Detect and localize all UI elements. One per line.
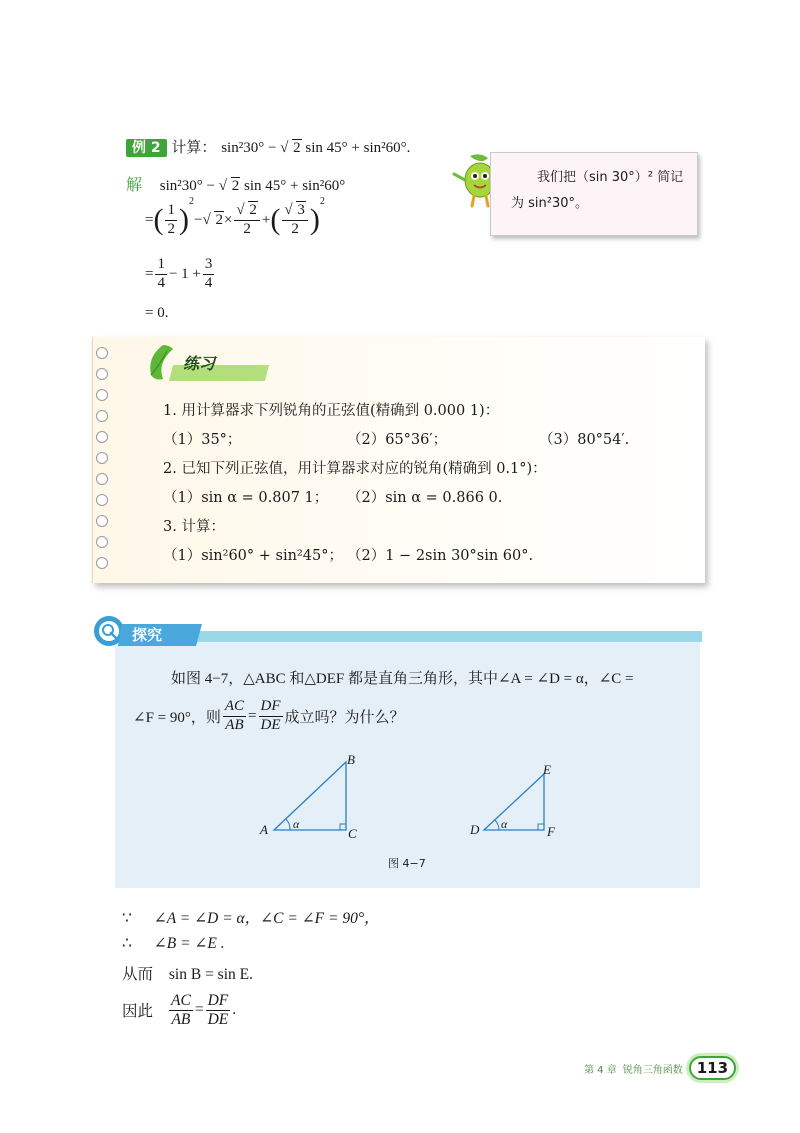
figure-caption: 图 4−7 [388, 857, 426, 870]
fraction: √ 2 2 [234, 202, 260, 238]
binder-ring-icon [96, 389, 108, 401]
solution-line-3: = $\frac{1}{4}$ − 1 + $\frac{3}{4}$ [145, 256, 213, 291]
example-title [126, 136, 410, 157]
label-b: B [347, 752, 355, 767]
example-prompt: 计算： [171, 138, 217, 156]
binder-ring-icon [96, 368, 108, 380]
inquiry-title: 探究 [132, 626, 163, 644]
binder-ring-icon [96, 515, 108, 527]
proof-line-4: 因此 $\frac{AC}{AB}$ = $\frac{DF}{DE}$ . [122, 991, 237, 1028]
label-e: E [543, 762, 551, 777]
practice-header [133, 341, 273, 385]
footer-title: 锐角三角函数 [622, 1064, 683, 1076]
note-box [490, 152, 698, 236]
question-1-parts: （1）35°； （2）65°36′； （3）80°54′. [163, 432, 630, 448]
solution-line-2: = ( $\frac{1}{2}$ ) $^2$ − √ 2 × √ 2 2 + ( √ 3 2 ) $^2$ [145, 196, 325, 237]
practice-title: 练习 [183, 354, 216, 373]
inquiry-header [92, 614, 212, 648]
label-alpha: α [501, 817, 508, 831]
fraction-ac-ab: $\frac{AC}{AB}$ [224, 698, 245, 733]
label-d: D [470, 822, 480, 837]
binder-ring-icon [96, 452, 108, 464]
label-c: C [348, 826, 357, 841]
question-2: 2. 已知下列正弦值，用计算器求对应的锐角(精确到 0.1°)： [163, 461, 547, 477]
question-1: 1. 用计算器求下列锐角的正弦值(精确到 0.000 1)： [163, 403, 500, 419]
binder-ring-icon [96, 410, 108, 422]
question-3-parts: （1）sin²60° + sin²45°； （2）1 − 2sin 30°sin 60°. [163, 548, 534, 564]
solution-label: 解 [126, 175, 143, 194]
sqrt-symbol: √ 2 [218, 178, 240, 194]
question-3: 3. 计算： [163, 519, 225, 535]
label-alpha: α [293, 817, 300, 831]
label-a: A [260, 822, 268, 837]
fraction: √ 3 2 [282, 202, 308, 238]
triangle-def-diagram [466, 762, 576, 844]
fraction-df-de: $\frac{DF}{DE}$ [260, 698, 281, 733]
question-2-parts: （1）sin α = 0.807 1； （2）sin α = 0.866 0. [163, 490, 503, 506]
page-footer [584, 1056, 736, 1080]
fraction: $\frac{1}{2}$ [167, 202, 175, 237]
proof-line-2: ∴ ∠B = ∠E . [122, 935, 225, 952]
binder-ring-icon [96, 473, 108, 485]
binder-ring-icon [96, 347, 108, 359]
solution-line-4: = 0. [145, 305, 169, 321]
binder-ring-icon [96, 494, 108, 506]
practice-questions [163, 397, 630, 571]
binder-ring-icon [96, 557, 108, 569]
binder-ring-icon [96, 431, 108, 443]
note-line-1: 我们把（sin 30°）² 简记 [537, 170, 684, 185]
solution-line-1: 解 sin²30° − √ 2 sin 45° + sin²60° [126, 175, 346, 194]
practice-panel [92, 337, 705, 583]
fraction-df-de: $\frac{DF}{DE}$ [207, 991, 229, 1028]
inquiry-text-2: ∠F = 90°，则 $\frac{AC}{AB}$ = $\frac{DF}{DE}$ 成立吗？为什么？ [133, 698, 405, 733]
binder-ring-icon [96, 536, 108, 548]
note-line-2: 为 sin²30°。 [511, 196, 589, 211]
sqrt-symbol: √ 2 [280, 140, 301, 156]
footer-chapter: 第 4 章 [584, 1064, 617, 1076]
page-number: 113 [689, 1056, 736, 1080]
proof-line-3: 从而 sin B = sin E. [122, 965, 253, 983]
proof-line-1: ∵ ∠A = ∠D = α，∠C = ∠F = 90°， [122, 910, 380, 927]
example-tag: 例 2 [126, 139, 167, 157]
example-expression: sin²30° − √ 2 sin 45° + sin²60°. [221, 140, 411, 156]
inquiry-text-1: 如图 4−7，△ABC 和△DEF 都是直角三角形，其中∠A = ∠D = α，∠C = [171, 671, 634, 687]
label-f: F [547, 824, 555, 839]
fraction-ac-ab: $\frac{AC}{AB}$ [171, 991, 191, 1028]
triangle-abc-diagram [256, 752, 376, 842]
